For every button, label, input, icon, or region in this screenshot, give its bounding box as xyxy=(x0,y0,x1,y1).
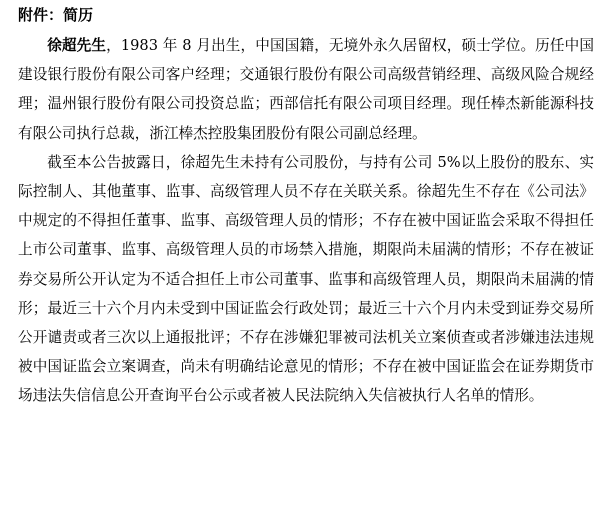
person-name: 徐超先生 xyxy=(47,37,107,54)
bio-paragraph xyxy=(18,31,594,148)
statement-paragraph: 截至本公告披露日，徐超先生未持有公司股份，与持有公司 5%以上股份的股东、实际控制人、其他董事、监事、高级管理人员不存在关联关系。徐超先生不存在《公司法》中规定的不得担任董事、监事、高级管理人员的情形；不存在被中国证监会采取不得担任上市公司董事、监事、高级管理人员的市场禁入措施，期限尚未届满的情形；不存在被证券交易所公开认定为不适合担任上市公司董事、监事和高级管理人员，期限尚未届满的情形；最近三十六个月内未受到中国证监会行政处罚；最近三十六个月内未受到证券交易所公开谴责或者三次以上通报批评；不存在涉嫌犯罪被司法机关立案侦查或者涉嫌违法违规被中国证监会立案调查，尚未有明确结论意见的情形；不存在被中国证监会在证券期货市场违法失信信息公开查询平台公示或者被人民法院纳入失信被执行人名单的情形。 xyxy=(18,153,594,405)
bio-text: ，1983 年 8 月出生，中国国籍，无境外永久居留权，硕士学位。历任中国建设银行股份有限公司客户经理；交通银行股份有限公司高级营销经理、高级风险合规经理；温州银行股份有限公司投资总监；西部信托有限公司项目经理。现任棒杰新能源科技有限公司执行总裁，浙江棒杰控股集团股份有限公司副总经理。 xyxy=(18,37,594,142)
attachment-heading: 附件：简历 xyxy=(18,6,94,24)
